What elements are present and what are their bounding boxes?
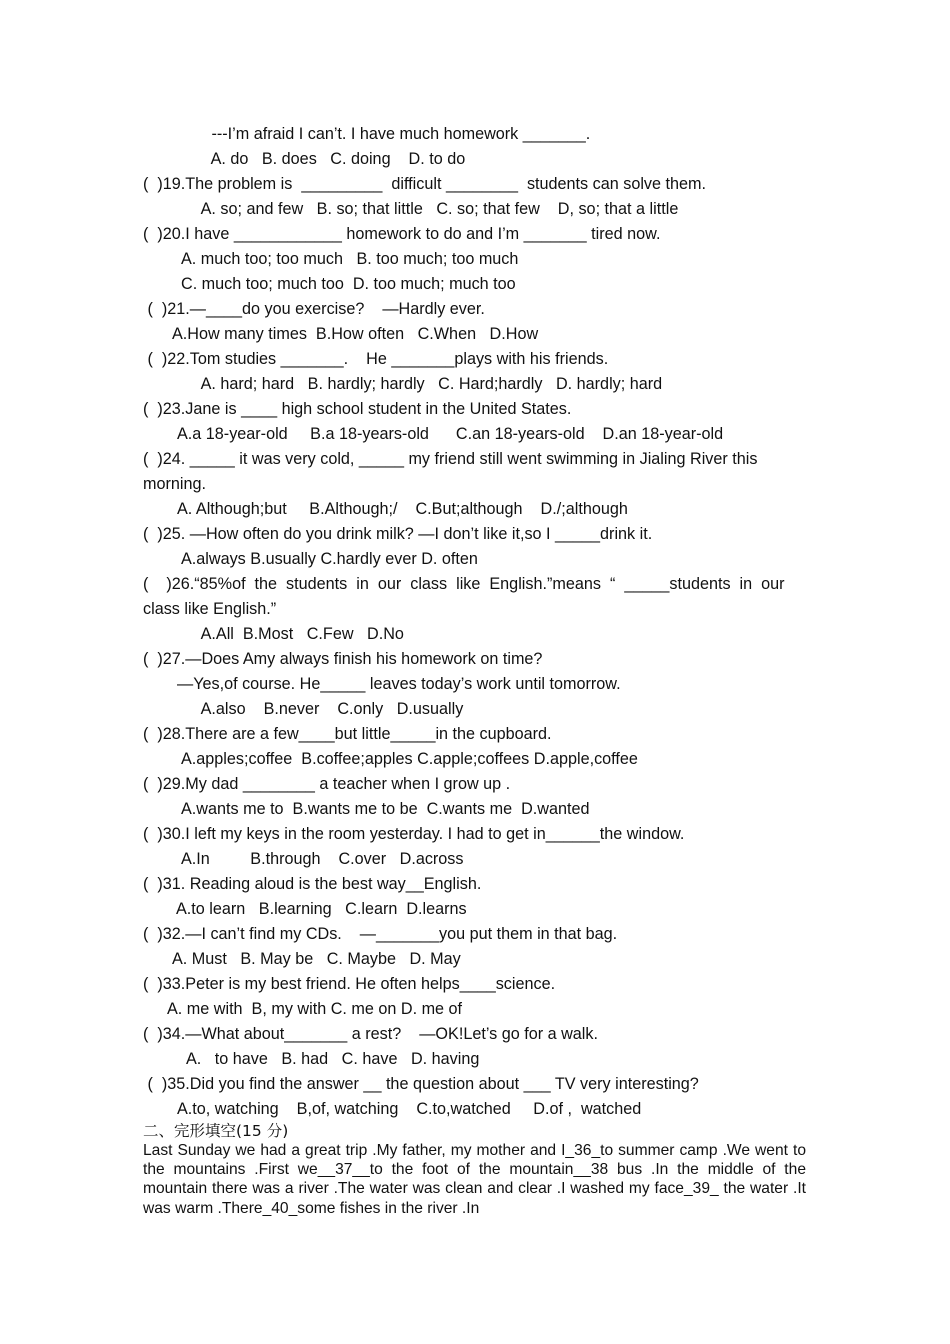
question-26-stem-cont: class like English.” xyxy=(143,600,277,618)
question-24-stem: ( )24. _____ it was very cold, _____ my friend still went swimming in Jialing River this xyxy=(143,450,758,468)
question-20-stem: ( )20.I have ____________ homework to do and I’m _______ tired now. xyxy=(143,225,661,243)
cloze-passage xyxy=(143,1141,806,1218)
question-23-stem: ( )23.Jane is ____ high school student in the United States. xyxy=(143,400,572,418)
question-32-options: A. Must B. May be C. Maybe D. May xyxy=(172,950,461,968)
question-21-options: A.How many times B.How often C.When D.How xyxy=(172,325,539,343)
question-24-stem-cont: morning. xyxy=(143,475,206,493)
question-27-stem: ( )27.—Does Amy always finish his homework on time? xyxy=(143,650,543,668)
question-35-options: A.to, watching B,of, watching C.to,watched D.of , watched xyxy=(177,1100,642,1118)
question-27-options: A.also B.never C.only D.usually xyxy=(188,700,464,718)
question-26-stem: ( )26.“85%of the students in our class like English.”means “ _____students in our xyxy=(143,575,785,593)
question-29-options: A.wants me to B.wants me to be C.wants me D.wanted xyxy=(181,800,590,818)
question-25-stem: ( )25. —How often do you drink milk? —I don’t like it,so I _____drink it. xyxy=(143,525,653,543)
cloze-paragraph: Last Sunday we had a great trip .My father, my mother and I_36_to summer camp .We went to the mountains .First we__37__to the foot of the mountain__38 bus .In the middle of the mountain there was a river .The water was clean and clear .I washed my face_39_ the water .It was warm .There_40_some fishes in the river .In xyxy=(143,1142,806,1217)
question-30-options: A.In B.through C.over D.across xyxy=(181,850,464,868)
question-33-options: A. me with B, my with C. me on D. me of xyxy=(167,1000,463,1018)
question-22-stem: ( )22.Tom studies _______. He _______plays with his friends. xyxy=(143,350,609,368)
question-29-stem: ( )29.My dad ________ a teacher when I grow up . xyxy=(143,775,511,793)
question-18-stem: ---I’m afraid I can’t. I have much homework _______. xyxy=(198,125,591,143)
question-26-options: A.All B.Most C.Few D.No xyxy=(188,625,404,643)
question-31-options: A.to learn B.learning C.learn D.learns xyxy=(176,900,467,918)
question-19-options: A. so; and few B. so; that little C. so; that few D, so; that a little xyxy=(188,200,679,218)
question-35-stem: ( )35.Did you find the answer __ the question about ___ TV very interesting? xyxy=(143,1075,699,1093)
question-28-stem: ( )28.There are a few____but little_____in the cupboard. xyxy=(143,725,552,743)
question-32-stem: ( )32.—I can’t find my CDs. —_______you put them in that bag. xyxy=(143,925,618,943)
section-heading: 二、完形填空(15 分) xyxy=(143,1122,289,1140)
question-20-options-b: C. much too; much too D. too much; much too xyxy=(181,275,516,293)
question-18-options: A. do B. does C. doing D. to do xyxy=(198,150,466,168)
question-33-stem: ( )33.Peter is my best friend. He often helps____science. xyxy=(143,975,556,993)
question-31-stem: ( )31. Reading aloud is the best way__English. xyxy=(143,875,482,893)
question-22-options: A. hard; hard B. hardly; hardly C. Hard;hardly D. hardly; hard xyxy=(188,375,663,393)
question-34-stem: ( )34.—What about_______ a rest? —OK!Let’s go for a walk. xyxy=(143,1025,598,1043)
question-20-options-a: A. much too; too much B. too much; too much xyxy=(181,250,519,268)
question-23-options: A.a 18-year-old B.a 18-years-old C.an 18-years-old D.an 18-year-old xyxy=(177,425,724,443)
question-21-stem: ( )21.—____do you exercise? —Hardly ever. xyxy=(143,300,485,318)
question-28-options: A.apples;coffee B.coffee;apples C.apple;coffees D.apple,coffee xyxy=(181,750,638,768)
question-27-reply: —Yes,of course. He_____ leaves today’s work until tomorrow. xyxy=(177,675,621,693)
question-19-stem: ( )19.The problem is _________ difficult ________ students can solve them. xyxy=(143,175,707,193)
question-30-stem: ( )30.I left my keys in the room yesterday. I had to get in______the window. xyxy=(143,825,685,843)
question-34-options: A. to have B. had C. have D. having xyxy=(186,1050,480,1068)
question-25-options: A.always B.usually C.hardly ever D. often xyxy=(181,550,478,568)
question-24-options: A. Although;but B.Although;/ C.But;although D./;although xyxy=(177,500,628,518)
